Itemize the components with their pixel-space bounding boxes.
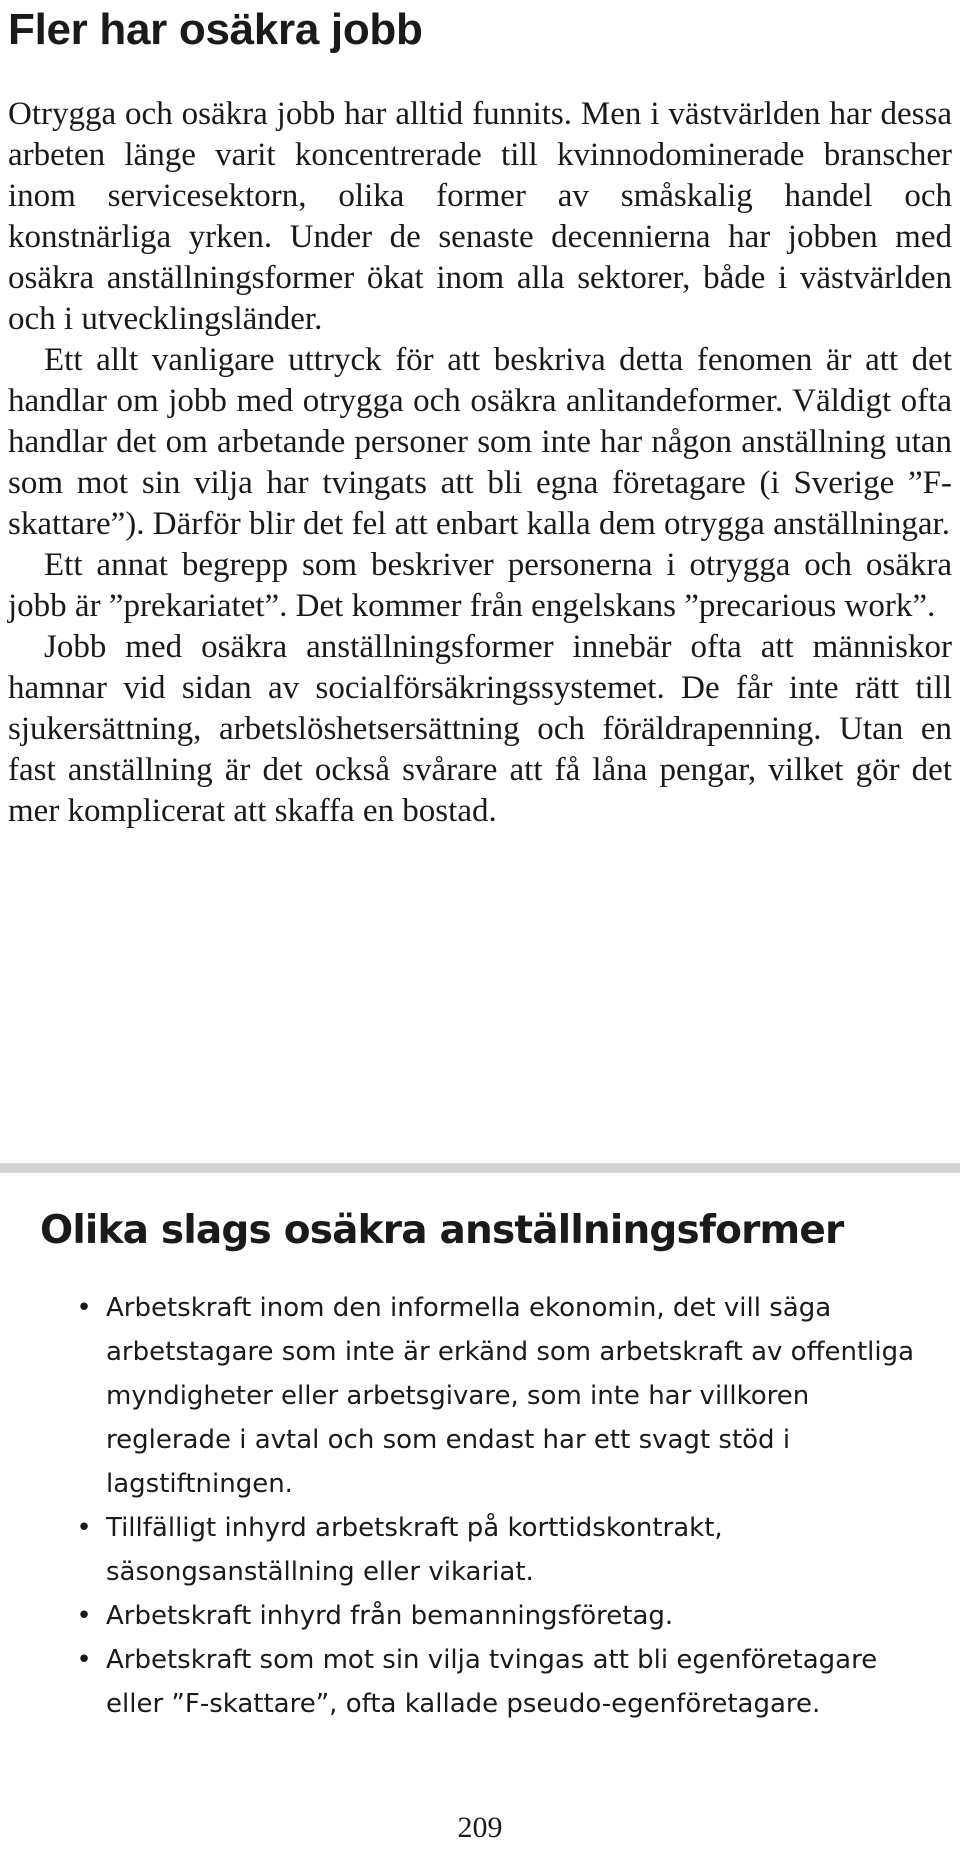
list-item: [70, 1638, 930, 1726]
list-item: [70, 1594, 930, 1638]
list-item-text: Arbetskraft inom den informella ekonomin, det vill säga arbetstagare som inte är erkänd som arbetskraft av offentliga myndigheter eller arbetsgivare, som inte har villkoren reglerade i avtal och som endast har ett svagt stöd i lagstiftningen.: [106, 1293, 915, 1499]
box-divider-bar: [0, 1163, 960, 1173]
list-item-text: Tillfälligt inhyrd arbetskraft på korttidskontrakt, säsongsanställning eller vikariat.: [106, 1513, 723, 1587]
list-item: [70, 1506, 930, 1594]
box-title: Olika slags osäkra anställningsformer: [40, 1208, 844, 1253]
employment-forms-list: [70, 1286, 930, 1726]
page-number: 209: [457, 1811, 503, 1844]
list-item: [70, 1286, 930, 1506]
list-item-text: Arbetskraft som mot sin vilja tvingas att bli egenföretagare eller ”F-skattare”, ofta kallade pseudo-egenföretagare.: [106, 1645, 878, 1719]
paragraph-consequences: Jobb med osäkra anställningsformer innebär ofta att människor hamnar vid sidan av socialförsäkringssystemet. De får inte rätt till sjukersättning, arbetslöshetsersättning och föräldrapenning. Utan en fast anställning är det också svårare att få låna pengar, vilket gör det mer komplicerat att skaffa en bostad.: [8, 629, 952, 829]
paragraph-intro: Otrygga och osäkra jobb har alltid funnits. Men i västvärlden har dessa arbeten länge varit koncentrerade till kvinnodominerade branscher inom servicesektorn, olika former av småskalig handel och konstnärliga yrken. Under de senaste decennierna har jobben med osäkra anställningsformer ökat inom alla sektorer, både i västvärlden och i utvecklingsländer.: [8, 96, 952, 337]
paragraph-prekariatet: Ett annat begrepp som beskriver personerna i otrygga och osäkra jobb är ”prekariatet”. Det kommer från engelskans ”precarious work”.: [8, 547, 952, 624]
body-text: [8, 94, 952, 832]
paragraph-anlitandeformer: Ett allt vanligare uttryck för att beskriva detta fenomen är att det handlar om jobb med otrygga och osäkra anlitandeformer. Väldigt ofta handlar det om arbetande personer som inte har någon anställning utan som mot sin vilja har tvingats att bli egna företagare (i Sverige ”F-skattare”). Därför blir det fel att enbart kalla dem otrygga anställningar.: [8, 342, 952, 542]
list-item-text: Arbetskraft inhyrd från bemanningsföretag.: [106, 1601, 674, 1631]
bullet-icon: •: [76, 1513, 92, 1543]
section-heading: Fler har osäkra jobb: [8, 5, 423, 54]
bullet-icon: •: [76, 1645, 92, 1675]
bullet-icon: •: [76, 1293, 92, 1323]
bullet-icon: •: [76, 1601, 92, 1631]
